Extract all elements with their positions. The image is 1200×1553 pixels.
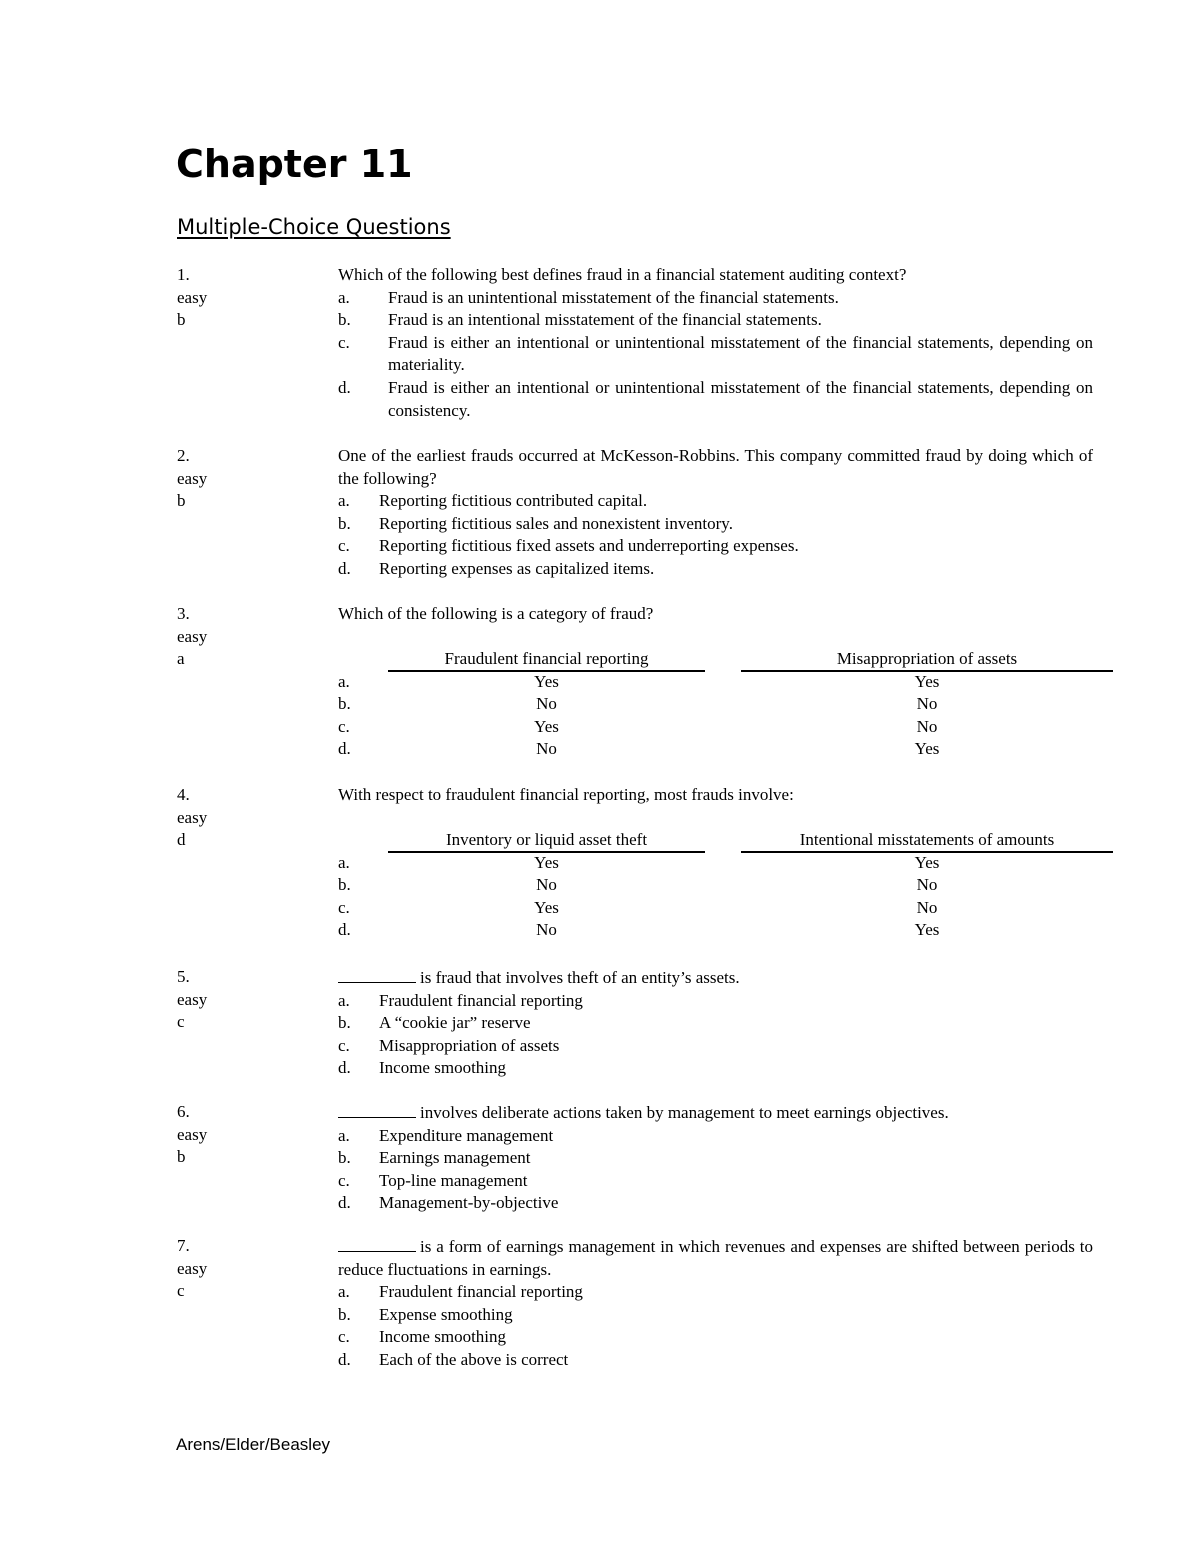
option-letter: c.: [338, 1170, 350, 1190]
question-difficulty: easy: [177, 287, 208, 307]
table-row: [338, 852, 1118, 875]
question-difficulty: easy: [177, 468, 208, 488]
option-b: [338, 513, 1093, 536]
question-number: 5.: [177, 967, 190, 986]
option-d: [338, 1349, 1093, 1372]
option-letter: b.: [338, 513, 351, 533]
question-answer: c: [177, 1012, 185, 1032]
option-letter: d.: [338, 1193, 351, 1213]
table-cell: No: [536, 875, 557, 895]
option-text: Fraudulent financial reporting: [379, 1282, 583, 1302]
option-c: [338, 535, 1093, 558]
option-letter: d.: [338, 1349, 351, 1369]
answer-blank: [338, 1101, 416, 1118]
question-difficulty: easy: [177, 807, 208, 827]
option-text: Fraud is either an intentional or unintentional misstatement of the financial statements, depending on materiality.: [388, 332, 1093, 375]
option-letter: a.: [338, 1125, 350, 1145]
table-cell: No: [536, 694, 557, 714]
table-header: [338, 829, 1118, 852]
table-cell: Yes: [914, 739, 940, 759]
question-number: 4.: [177, 785, 190, 804]
question-meta: [177, 1101, 327, 1169]
question-stem-text: involves deliberate actions taken by management to meet earnings objectives.: [420, 1103, 949, 1122]
option-b: [338, 1147, 1093, 1170]
option-c: [338, 1170, 1093, 1193]
table-row: [338, 716, 1118, 739]
option-letter: b.: [338, 1148, 351, 1168]
option-text: Income smoothing: [379, 1058, 507, 1078]
question-meta: [177, 603, 327, 671]
table-row: [338, 671, 1118, 694]
option-a: [338, 1125, 1093, 1148]
table-cell: No: [536, 739, 557, 759]
question-stem-text: is fraud that involves theft of an entity’s assets.: [420, 968, 740, 987]
section-title: Multiple-Choice Questions: [177, 215, 451, 239]
option-text: Earnings management: [379, 1148, 531, 1168]
option-d: [338, 1192, 1093, 1215]
option-a: [338, 287, 1093, 310]
option-letter: a.: [338, 1282, 350, 1302]
table-cell: No: [916, 716, 938, 736]
table-cell: No: [536, 920, 557, 940]
table-cell: Yes: [534, 852, 559, 872]
question-body: [338, 603, 1093, 626]
question-number: 1.: [177, 265, 190, 284]
question-answer: d: [177, 830, 186, 850]
table-cell: Yes: [914, 852, 940, 872]
question-meta: [177, 264, 327, 332]
question-body: [338, 784, 1093, 807]
question-difficulty: easy: [177, 1258, 208, 1278]
option-letter: b.: [338, 1013, 351, 1033]
option-text: Income smoothing: [379, 1327, 507, 1347]
question-stem: [338, 1235, 1093, 1281]
question-meta: [177, 784, 327, 852]
question-meta: [177, 445, 327, 513]
option-letter: a.: [338, 990, 350, 1010]
row-letter: c.: [338, 897, 350, 917]
question-stem: One of the earliest frauds occurred at McKesson-Robbins. This company committed fraud by doing which of the following?: [338, 446, 1093, 488]
table-row: [338, 874, 1118, 897]
question-answer: a: [177, 649, 185, 669]
answer-blank: [338, 966, 416, 983]
option-letter: c.: [338, 1327, 350, 1347]
answer-table: [338, 829, 1118, 942]
option-b: [338, 1304, 1093, 1327]
table-cell: Yes: [534, 671, 559, 691]
option-text: Each of the above is correct: [379, 1349, 569, 1369]
option-text: Misappropriation of assets: [379, 1035, 560, 1055]
question-answer: c: [177, 1281, 185, 1301]
question-stem-text: is a form of earnings management in which revenues and expenses are shifted between periods to reduce fluctuations in earnings.: [338, 1237, 1093, 1279]
table-row: [338, 897, 1118, 920]
table-cell: Yes: [914, 671, 940, 691]
option-d: [338, 558, 1093, 581]
option-text: Reporting fictitious sales and nonexistent inventory.: [379, 513, 733, 533]
question-body: [338, 1101, 1093, 1215]
column-header: Fraudulent financial reporting: [388, 648, 705, 672]
option-text: Fraud is either an intentional or unintentional misstatement of the financial statements, depending on consistency.: [388, 377, 1093, 420]
question-difficulty: easy: [177, 1124, 208, 1144]
option-text: Fraud is an unintentional misstatement of the financial statements.: [388, 287, 839, 307]
option-letter: c.: [338, 332, 350, 352]
table-cell: Yes: [534, 897, 559, 917]
option-letter: b.: [338, 1304, 351, 1324]
answer-blank: [338, 1235, 416, 1252]
option-letter: d.: [338, 1058, 351, 1078]
option-text: Fraud is an intentional misstatement of the financial statements.: [388, 310, 822, 330]
question-answer: b: [177, 310, 186, 330]
question-body: [338, 966, 1093, 1080]
row-letter: d.: [338, 920, 351, 940]
question-number: 2.: [177, 446, 190, 465]
question-number: 6.: [177, 1102, 190, 1121]
option-c: [338, 332, 1093, 377]
question-answer: b: [177, 491, 186, 511]
option-b: [338, 1012, 1093, 1035]
question-body: [338, 1235, 1093, 1372]
row-letter: d.: [338, 739, 351, 759]
table-cell: No: [916, 897, 938, 917]
option-text: Expenditure management: [379, 1125, 554, 1145]
option-text: Reporting fictitious fixed assets and underreporting expenses.: [379, 536, 799, 556]
page-footer: Arens/Elder/Beasley: [176, 1435, 331, 1454]
option-a: [338, 490, 1093, 513]
question-meta: [177, 966, 327, 1034]
option-d: [338, 1057, 1093, 1080]
option-c: [338, 1326, 1093, 1349]
table-row: [338, 919, 1118, 942]
row-letter: a.: [338, 852, 350, 872]
column-header: Intentional misstatements of amounts: [741, 829, 1113, 853]
option-text: Reporting fictitious contributed capital.: [379, 491, 648, 511]
question-number: 3.: [177, 604, 190, 623]
question-stem: [338, 1101, 1093, 1125]
option-d: [338, 377, 1093, 422]
table-cell: No: [916, 694, 938, 714]
question-stem: Which of the following best defines fraud in a financial statement auditing context?: [338, 265, 907, 284]
option-letter: c.: [338, 1035, 350, 1055]
question-stem: With respect to fraudulent financial reporting, most frauds involve:: [338, 785, 794, 804]
option-text: A “cookie jar” reserve: [379, 1013, 531, 1033]
question-difficulty: easy: [177, 989, 208, 1009]
question-number: 7.: [177, 1236, 190, 1255]
question-stem: [338, 966, 1093, 990]
question-stem: Which of the following is a category of fraud?: [338, 604, 654, 623]
row-letter: b.: [338, 875, 351, 895]
answer-table: [338, 648, 1118, 761]
option-text: Expense smoothing: [379, 1304, 513, 1324]
question-answer: b: [177, 1147, 186, 1167]
option-text: Fraudulent financial reporting: [379, 990, 583, 1010]
option-letter: c.: [338, 536, 350, 556]
option-text: Management-by-objective: [379, 1193, 559, 1213]
option-letter: d.: [338, 377, 351, 397]
option-text: Top-line management: [379, 1170, 528, 1190]
column-header: Inventory or liquid asset theft: [388, 829, 705, 853]
row-letter: a.: [338, 671, 350, 691]
option-c: [338, 1035, 1093, 1058]
question-body: [338, 264, 1093, 422]
column-header: Misappropriation of assets: [741, 648, 1113, 672]
table-cell: Yes: [914, 920, 940, 940]
option-letter: a.: [338, 287, 350, 307]
table-cell: No: [916, 875, 938, 895]
page-title: Chapter 11: [176, 142, 413, 186]
row-letter: b.: [338, 694, 351, 714]
option-letter: a.: [338, 491, 350, 511]
option-letter: d.: [338, 558, 351, 578]
option-b: [338, 309, 1093, 332]
option-text: Reporting expenses as capitalized items.: [379, 558, 655, 578]
table-row: [338, 738, 1118, 761]
table-row: [338, 693, 1118, 716]
option-a: [338, 990, 1093, 1013]
option-letter: b.: [338, 310, 351, 330]
table-cell: Yes: [534, 716, 559, 736]
option-a: [338, 1281, 1093, 1304]
table-header: [338, 648, 1118, 671]
row-letter: c.: [338, 716, 350, 736]
question-meta: [177, 1235, 327, 1303]
question-difficulty: easy: [177, 626, 208, 646]
question-body: [338, 445, 1093, 581]
